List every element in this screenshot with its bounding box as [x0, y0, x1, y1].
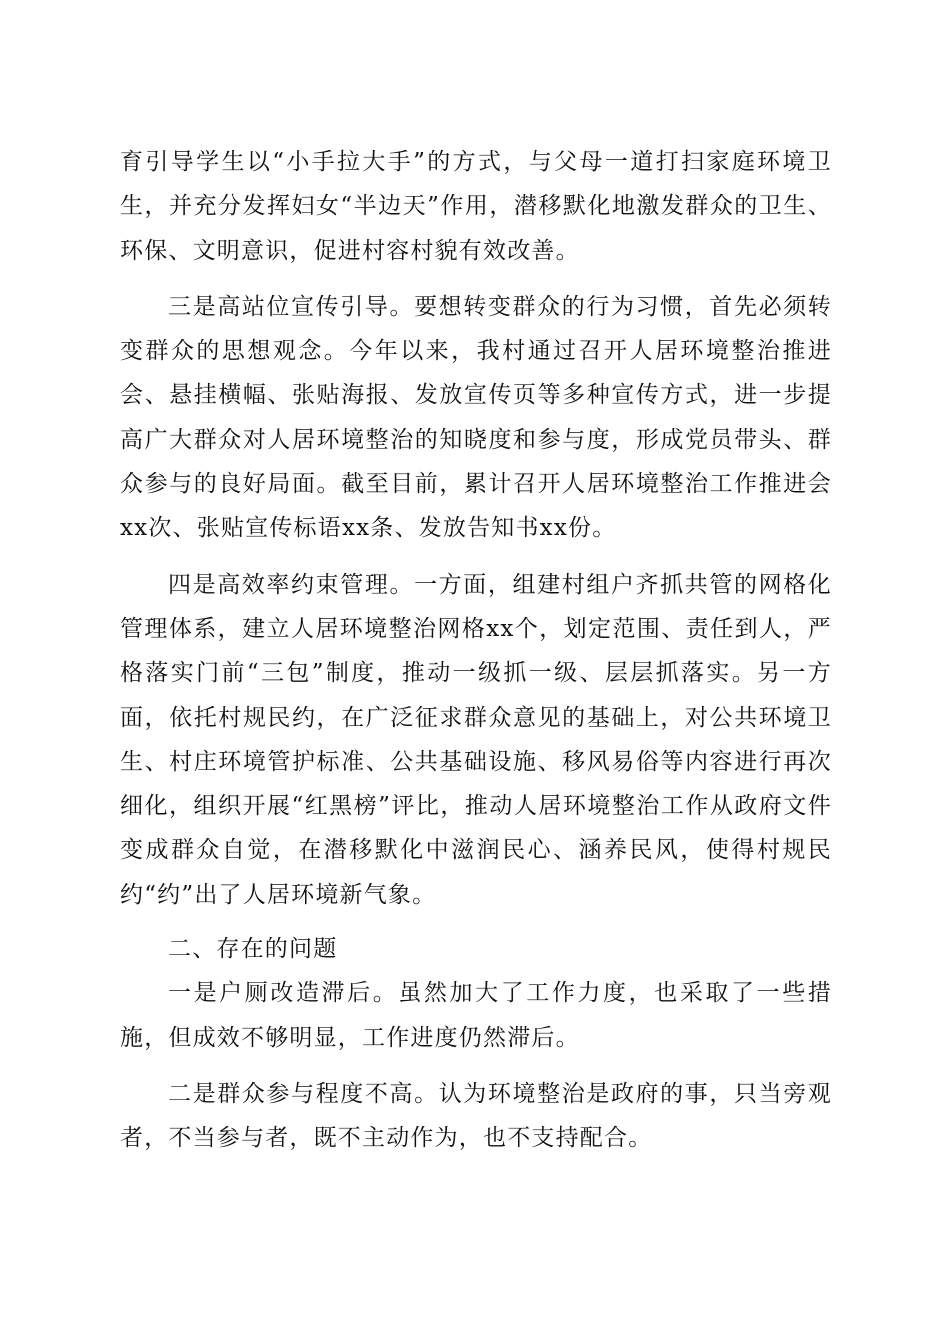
paragraph-public-participation	[120, 1072, 832, 1161]
paragraph-text: 虽然加大了工作力度，也采取了一些措施，但成效不够明显，工作进度仍然滞后。	[120, 980, 832, 1051]
paragraph-lead: 三是高站位宣传引导。	[168, 293, 415, 320]
paragraph-toilet-renovation	[120, 971, 832, 1060]
paragraph-publicity-guidance	[120, 285, 832, 551]
paragraph-text: 要想转变群众的行为习惯，首先必须转变群众的思想观念。今年以来，我村通过召开人居环境整治推进会、悬挂横幅、张贴海报、发放宣传页等多种宣传方式，进一步提高广大群众对人居环境整治的知晓度和参与度，形成党员带头、群众参与的良好局面。截至目前，累计召开人居环境整治工作推进会xx次、张贴宣传标语xx条、发放告知书xx份。	[120, 293, 832, 542]
paragraph-text: 育引导学生以“小手拉大手”的方式，与父母一道打扫家庭环境卫生，并充分发挥妇女“半边天”作用，潜移默化地激发群众的卫生、环保、文明意识，促进村容村貌有效改善。	[120, 149, 832, 264]
paragraph-lead: 二是群众参与程度不高。	[168, 1080, 439, 1107]
paragraph-continuation	[120, 140, 832, 273]
section-heading-problems: 二、存在的问题	[168, 936, 338, 963]
paragraph-text: 认为环境整治是政府的事，只当旁观者，不当参与者，既不主动作为，也不支持配合。	[120, 1080, 832, 1152]
paragraph-text: 一方面，组建村组户齐抓共管的网格化管理体系，建立人居环境整治网格xx个，划定范围、责任到人，严格落实门前“三包”制度，推动一级抓一级、层层抓落实。另一方面，依托村规民约，在广泛征求群众意见的基础上，对公共环境卫生、村庄环境管护标准、公共基础设施、移风易俗等内容进行再次细化，组织开展“红黑榜”评比，推动人居环境整治工作从政府文件变成群众自觉，在潜移默化中滋润民心、涵养民风，使得村规民约“约”出了人居环境新气象。	[120, 571, 832, 908]
document-body	[120, 140, 832, 1161]
paragraph-constraint-management	[120, 563, 832, 917]
paragraph-lead: 一是户厕改造滞后。	[168, 980, 399, 1007]
paragraph-lead: 四是高效率约束管理。	[168, 571, 415, 598]
